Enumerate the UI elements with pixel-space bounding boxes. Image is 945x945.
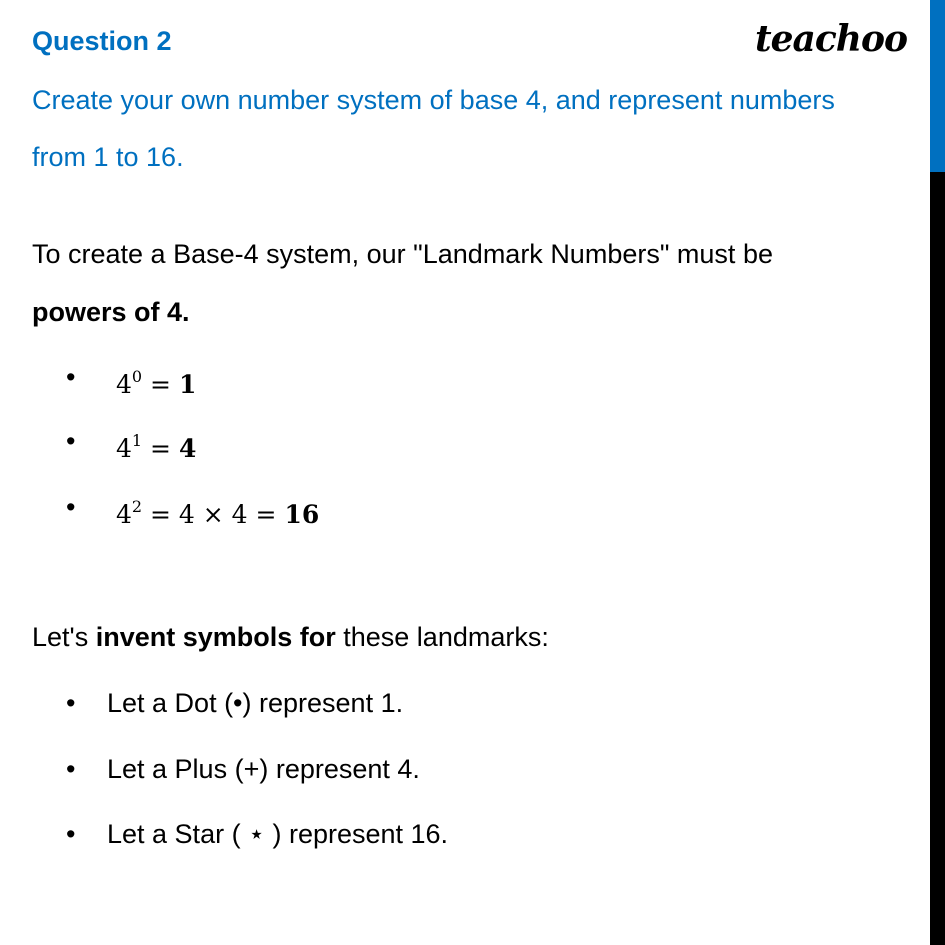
side-bar-accent bbox=[930, 0, 945, 172]
side-bar-dark bbox=[930, 172, 945, 945]
intro-line-1: To create a Base-4 system, our "Landmark Numbers" must be bbox=[32, 239, 773, 269]
bullet: • bbox=[66, 492, 76, 522]
slide: Question 2 teachoo Create your own number system of base 4, and represent numbers from 1 to 16. To create a Base-4 system, our "Landmark Numbers" must be powers of 4. • $4^0 = 1$ • $4^1 = 4$ • $4^2 = 4 \times 4 = 16$ Let's invent symbols for these landmarks: • Let a Dot (•) represent 1. • Let a Plus (+) represent 4. • Let a Star ( ⋆ ) represent 16. bbox=[0, 0, 945, 945]
question-line-2: from 1 to 16. bbox=[32, 142, 184, 172]
symbols-intro: Let's invent symbols for these landmarks: bbox=[32, 622, 549, 652]
bullet: • bbox=[66, 426, 76, 456]
intro-line-2: powers of 4. bbox=[32, 297, 190, 327]
question-title: Question 2 bbox=[32, 26, 172, 56]
teachoo-logo: teachoo bbox=[755, 18, 907, 60]
question-line-1: Create your own number system of base 4, and represent numbers bbox=[32, 85, 835, 115]
bullet: • bbox=[66, 688, 76, 718]
bullet: • bbox=[66, 362, 76, 392]
bullet: • bbox=[66, 754, 76, 784]
bullet: • bbox=[66, 819, 76, 849]
